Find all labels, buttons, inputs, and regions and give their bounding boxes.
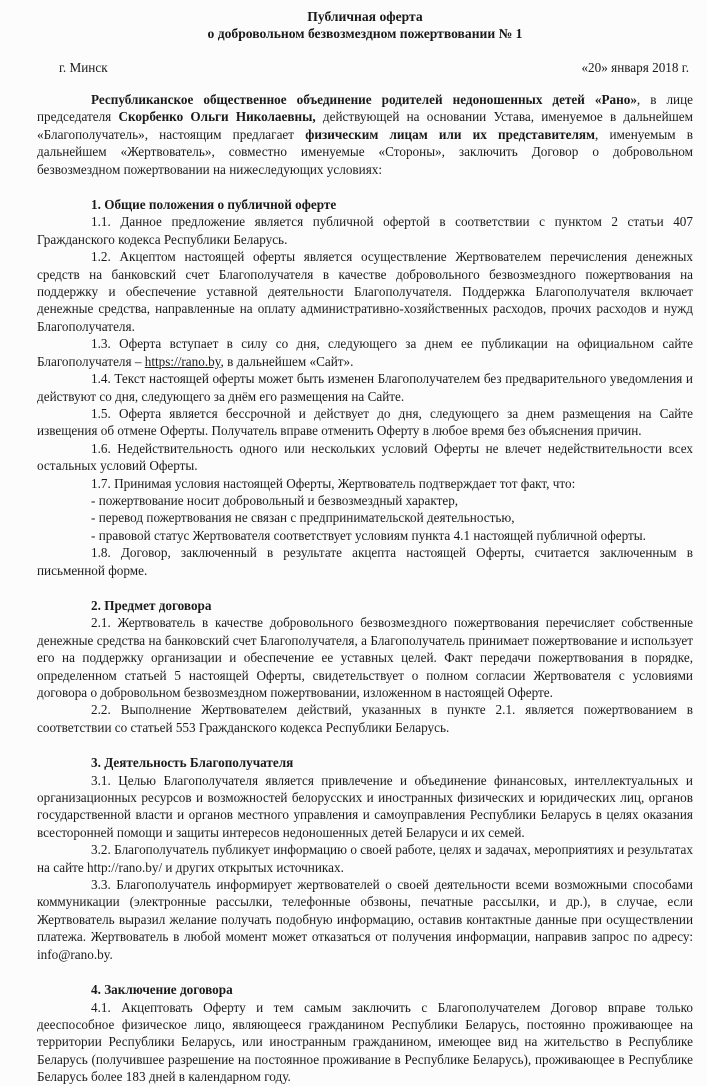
section-2: [37, 597, 693, 736]
section-4: [37, 981, 693, 1085]
clause-1-3: [37, 335, 693, 370]
clause-1-6: 1.6. Недействительность одного или нескольких условий Оферты не влечет недействительности всех остальных условий Оферты.: [37, 440, 693, 474]
section-1: [37, 196, 693, 579]
section-heading: 4. Заключение договора: [91, 982, 233, 998]
bullet-item: - правовой статус Жертвователя соответствует условиям пункта 4.1 настоящей публичной оферты.: [91, 527, 646, 543]
site-link[interactable]: https://rano.by: [144, 353, 221, 369]
clause-3-2: 3.2. Благополучатель публикует информацию о своей работе, целях и задачах, мероприятиях и результатах на сайте http://rano.by/ и других открытых источниках.: [37, 842, 693, 875]
bullet-item: - перевод пожертвования не связан с предпринимательской деятельностью,: [91, 510, 515, 526]
clause-3-1: 3.1. Целью Благополучателя является привлечение и объединение финансовых, интеллектуальных и организационных ресурсов и возможностей белорусских и иностранных физических и юридических лиц, органов государственной власти и органов местного управления и самоуправления Республики Беларусь в целях оказания всесторонней помощи и защиты интересов недоношенных детей Беларуси и их семей.: [37, 772, 693, 840]
section-heading: 2. Предмет договора: [91, 597, 212, 613]
clause-1-7: 1.7. Принимая условия настоящей Оферты, Жертвователь подтверждает тот факт, что:: [91, 475, 576, 491]
city: г. Минск: [59, 60, 108, 75]
place-date-line: [37, 59, 693, 77]
clause-3-3: 3.3. Благополучатель информирует жертвователей о своей деятельности всеми возможными способами коммуникации (электронные рассылки, телефонные обзвоны, печатные рассылки, и др.), в случае, если Жертвователь выразил желание получать подобную информацию, оставив контактные данные при осуществлении платежа. Жертвователь в любой момент может отказаться от получения информации, направив запрос по адресу: info@rano.by.: [37, 877, 693, 962]
section-heading: 3. Деятельность Благополучателя: [91, 755, 294, 771]
document-date: «20» января 2018 г.: [581, 60, 689, 75]
clause-1-2: 1.2. Акцептом настоящей оферты является осуществление Жертвователем перечисления денежных средств на банковский счет Благополучателя в качестве добровольного безвозмездного пожертвования на поддержку и обеспечение уставной деятельности Благополучателя. Поддержка Благополучателя включает денежные средства, направленные на оплату административно-хозяйственных расходов, прочих расходов и нужд Благополучателя.: [37, 249, 693, 334]
clause-1-3-text: 1.3. Оферта вступает в силу со дня, следующего за днем ее публикации на официальном сайте Благополучателя –: [37, 336, 693, 369]
section-heading: 1. Общие положения о публичной оферте: [91, 197, 337, 213]
clause-1-3-text-end: , в дальнейшем «Сайт».: [220, 353, 354, 369]
intro-text-1: , в лице председателя: [37, 92, 693, 125]
intro-text-3: , именуемым в дальнейшем «Жертвователь», совместно именуемые «Стороны», заключить Договор о добровольном безвозмездном пожертвовании на нижеследующих условиях:: [37, 126, 694, 177]
clause-1-4: 1.4. Текст настоящей оферты может быть изменен Благополучателем без предварительного уведомления и действуют со дня, следующего за днём его размещения на Сайте.: [37, 371, 693, 404]
section-3: [37, 754, 693, 963]
intro-text-2: действующей на основании Устава, именуемое в дальнейшем «Благополучатель», настоящим предлагает: [37, 109, 694, 142]
clause-4-1: 4.1. Акцептовать Оферту и тем самым заключить с Благополучателем Договор вправе только дееспособное физическое лицо, являющееся гражданином Республики Беларусь, постоянно проживающее на территории Республики Беларусь, или иностранным гражданином, имеющее вид на жительство в Республике Беларусь (получившее разрешение на постоянное проживание в Республике Беларусь), проживающее в Республике Беларусь более 183 дней в календарном году.: [37, 999, 693, 1085]
document-title: [37, 8, 693, 42]
title-line-1: Публичная оферта: [307, 9, 423, 24]
document-page: [37, 8, 693, 1086]
chairperson-name: Скорбенко Ольги Николаевны,: [118, 109, 316, 125]
clause-2-1: 2.1. Жертвователь в качестве добровольного безвозмездного пожертвования перечисляет собственные денежные средства на банковский счет Благополучателя, а Благополучатель принимает пожертвование и использует его на поддержку организации и обеспечение ее уставных целей. Факт передачи пожертвования в порядке, определенном статьей 5 настоящей Оферты, свидетельствует о полном согласии Жертвователя с условиями договора о добровольном безвозмездном пожертвовании, изложенном в настоящей Оферте.: [37, 615, 693, 700]
audience: физическим лицам или их представителям: [305, 126, 595, 142]
intro-paragraph: [37, 91, 693, 178]
clause-1-5: 1.5. Оферта является бессрочной и действует до дня, следующего за днем размещения на Сайте извещения об отмене Оферты. Получатель вправе отменить Оферту в любое время без объяснения причин.: [37, 405, 693, 439]
title-line-2: о добровольном безвозмездном пожертвовании № 1: [207, 26, 523, 41]
clause-2-2: 2.2. Выполнение Жертвователем действий, указанных в пункте 2.1. является пожертвованием в соответствии со статьей 553 Гражданского кодекса Республики Беларусь.: [37, 702, 693, 735]
org-name: Республиканское общественное объединение родителей недоношенных детей «Рано»: [91, 92, 637, 107]
bullet-item: - пожертвование носит добровольный и безвозмездный характер,: [91, 492, 459, 508]
clause-1-8: 1.8. Договор, заключенный в результате акцепта настоящей Оферты, считается заключенным в письменной форме.: [37, 545, 693, 578]
clause-1-1: 1.1. Данное предложение является публичной офертой в соответствии с пунктом 2 статьи 407 Гражданского кодекса Республики Беларусь.: [37, 214, 693, 247]
